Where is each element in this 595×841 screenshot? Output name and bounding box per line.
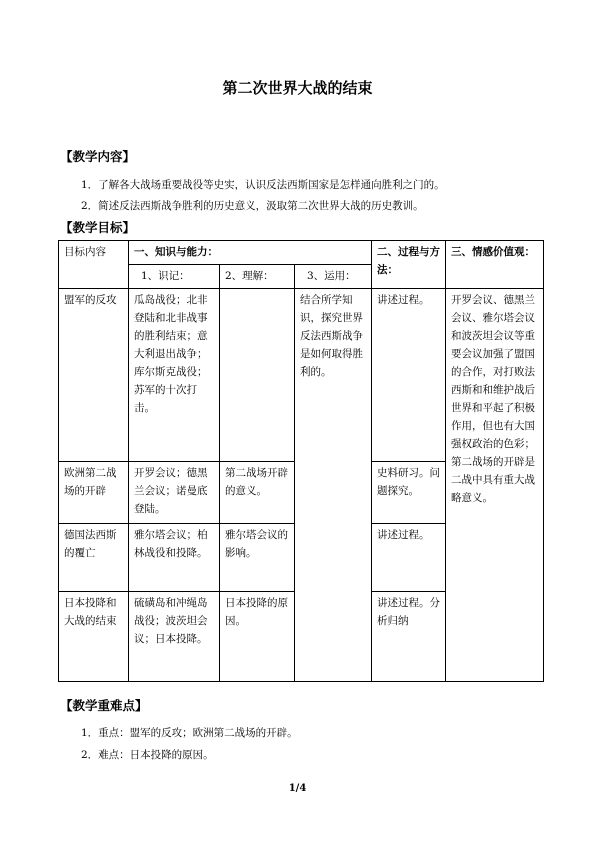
header-target: 目标内容 [59,241,129,289]
difficulty-item-2: 2．难点：日本投降的原因。 [81,749,214,761]
row-target: 日本投降和大战的结束 [59,592,129,682]
table-header-row [59,241,544,265]
header-emotion: 三、情感价值观： [446,241,544,289]
row-target: 欧洲第二战场的开辟 [59,462,129,524]
page-number: 1/4 [288,783,307,794]
goals-table [58,240,544,682]
row-process: 讲述过程。 [372,289,446,462]
difficulty-heading: 【教学重难点】 [60,698,148,713]
difficulty-item-1: 1．重点：盟军的反攻；欧洲第二战场的开辟。 [81,727,298,739]
header-understand: 2、理解： [220,265,295,289]
table-row [59,289,544,462]
row-process: 讲述过程。 [372,524,446,592]
row-target: 德国法西斯的覆亡 [59,524,129,592]
header-process: 二、过程与方法： [372,241,446,289]
row-target: 盟军的反攻 [59,289,129,462]
row-understand: 日本投降的原因。 [220,592,295,682]
row-process: 讲述过程。分析归纳 [372,592,446,682]
row-understand: 第二战场开辟的意义。 [220,462,295,524]
row-memorize: 雅尔塔会议；柏林战役和投降。 [129,524,220,592]
content-item-2: 2．简述反法西斯战争胜利的历史意义，汲取第二次世界大战的历史教训。 [81,200,424,212]
apply-cell: 结合所学知识，探究世界反法西斯战争是如何取得胜利的。 [295,289,372,682]
content-item-1: 1．了解各大战场重要战役等史实，认识反法西斯国家是怎样通向胜利之门的。 [81,179,445,191]
content-heading: 【教学内容】 [60,149,136,164]
row-understand [220,289,295,462]
row-memorize: 开罗会议；德黑兰会议；诺曼底登陆。 [129,462,220,524]
row-memorize: 瓜岛战役；北非登陆和北非战事的胜利结束；意大利退出战争；库尔斯克战役；苏军的十次打击。 [129,289,220,462]
header-memorize: 1、识记： [129,265,220,289]
header-apply: 3、运用： [295,265,372,289]
emotion-cell: 开罗会议、德黑兰会议、雅尔塔会议和波茨坦会议等重要会议加强了盟国的合作，对打败法西斯和和维护战后世界和平起了积极作用，但也有大国强权政治的色彩；第二战场的开辟是二战中具有重大战略意义。 [446,289,544,682]
page-title: 第二次世界大战的结束 [222,79,373,97]
goals-heading: 【教学目标】 [60,220,136,235]
row-understand: 雅尔塔会议的影响。 [220,524,295,592]
header-knowledge: 一、知识与能力： [129,241,372,265]
row-process: 史料研习。问题探究。 [372,462,446,524]
row-memorize: 硫磺岛和冲绳岛战役；波茨坦会议；日本投降。 [129,592,220,682]
